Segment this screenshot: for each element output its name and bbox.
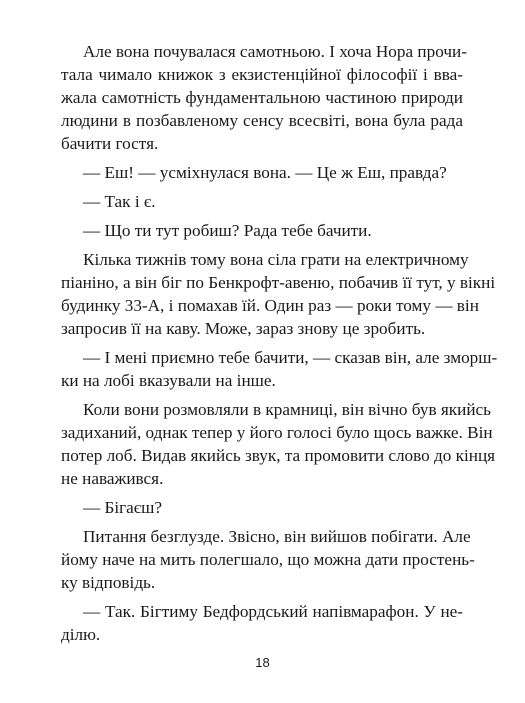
- text-line: потер лоб. Видав якийсь звук, та промовити слово до кінця: [61, 446, 496, 465]
- text-line: тала чимало книжок з екзистенційної філософії і вва-: [61, 65, 463, 84]
- text-line: ку відповідь.: [61, 573, 156, 592]
- text-line: Коли вони розмовляли в крамниці, він вічно був якийсь: [83, 400, 492, 419]
- paragraph-7: [61, 398, 496, 490]
- paragraph-2: [61, 161, 463, 184]
- text-line: Питання безглузде. Звісно, він вийшов побігати. Але: [83, 527, 471, 546]
- text-line: будинку 33-А, і помахав їй. Один раз — роки тому — він: [61, 296, 479, 315]
- page-number: 18: [255, 655, 270, 670]
- text-line: жала самотність фундаментальною частиною природи: [61, 88, 463, 107]
- text-line: — Бігаєш?: [83, 498, 163, 517]
- page-body: [61, 40, 498, 652]
- paragraph-9: [61, 525, 475, 594]
- paragraph-6: [61, 346, 498, 392]
- paragraph-10: [61, 600, 463, 646]
- text-line: не наважився.: [61, 469, 164, 488]
- text-line: ки на лобі вказували на інше.: [61, 371, 276, 390]
- text-line: людини в позбавленому сенсу всесвіті, вона була рада: [61, 111, 463, 130]
- text-line: — Так. Бігтиму Бедфордський напівмарафон. У не-: [83, 602, 463, 621]
- text-line: — Що ти тут робиш? Рада тебе бачити.: [83, 221, 372, 240]
- paragraph-3: [61, 190, 463, 213]
- text-line: піаніно, а він біг по Бенкрофт-авеню, побачив її тут, у вікні: [61, 273, 496, 292]
- paragraph-4: [61, 219, 463, 242]
- text-line: — І мені приємно тебе бачити, — сказав він, але зморш-: [83, 348, 498, 367]
- text-line: бачити гостя.: [61, 134, 159, 153]
- text-line: запросив її на каву. Може, зараз знову це зробить.: [61, 319, 426, 338]
- paragraph-1: [61, 40, 467, 155]
- text-line: ділю.: [61, 625, 101, 644]
- text-line: — Так і є.: [83, 192, 156, 211]
- text-line: — Еш! — усміхнулася вона. — Це ж Еш, правда?: [83, 163, 447, 182]
- text-line: Кілька тижнів тому вона сіла грати на електричному: [83, 250, 469, 269]
- paragraph-8: [61, 496, 463, 519]
- text-line: задиханий, однак тепер у його голосі було щось важке. Він: [61, 423, 493, 442]
- paragraph-5: [61, 248, 496, 340]
- text-line: Але вона почувалася самотньою. І хоча Нора прочи-: [83, 42, 467, 61]
- text-line: йому наче на мить полегшало, що можна дати простень-: [61, 550, 475, 569]
